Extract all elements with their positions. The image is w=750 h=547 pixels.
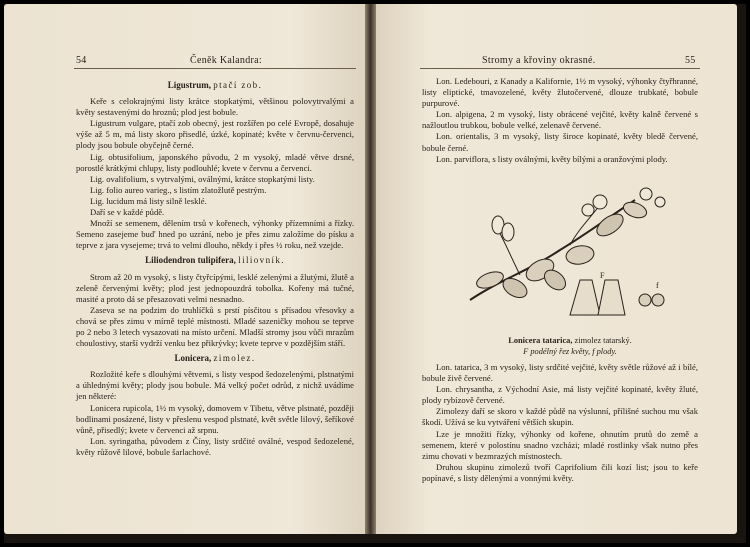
paragraph: Lig. folio aureo varieg., s listím zlatožlutě pestrým.: [90, 184, 267, 195]
right-page-body-bottom: [422, 362, 698, 484]
paragraph: Lonicera rupicola, 1½ m vysoký, domovem v Tibetu, větve plstnaté, později bodlinami posázené, listy v přeslenu vespod plstnaté, květ světle lilový, šeříkové vůně, přisedlý; kvete v červenci až srpnu.: [76, 402, 354, 435]
figure-label-F: F: [600, 271, 605, 280]
left-page-number: 54: [76, 55, 87, 66]
paragraph: Lze je množiti řízky, výhonky od kořene, ohnutím prutů do země a semenem, které v polostínu snadno vzcházi; mladé rostlinky však nutno přes zimu chovati v bezmrazých místnostech.: [422, 428, 698, 461]
paragraph: Rozložité keře s dlouhými větvemi, s listy vespod šedozelenými, plstnatými a úhlednými květy; plody jsou bobule. Má velký počet odrůd, z nichž uvádíme jen některé:: [76, 369, 354, 402]
paragraph: Lon. orientalis, 3 m vysoký, listy široce kopinaté, květy bledě červené, bobule černé.: [422, 131, 698, 153]
paragraph: Druhou skupinu zimolezů tvoří Caprifolium čili kozí list; jsou to keře popínavé, s listy dělenými a vonnými květy.: [422, 461, 698, 483]
paragraph: Lon. tatarica, 3 m vysoký, listy srdčité vejčité, květy světle růžové až i bílé, bobule živě červené.: [422, 362, 698, 384]
paragraph: Zimolezy daří se skoro v každé půdě na výslunní, přílišné suchou mu však škodí. Užívá se ku vytváření větších skupin.: [422, 406, 698, 428]
paragraph: Lig. ovalifolium, s vytrvalými, oválnými, krátce stopkatými listy.: [90, 173, 315, 184]
paragraph: Daří se v každé půdě.: [90, 207, 165, 218]
caption-title: Lonicera tatarica,: [508, 336, 573, 345]
right-header-rule: [420, 68, 700, 69]
lonicera-illustration: [460, 180, 680, 320]
book-gutter: [365, 4, 376, 534]
section-heading-liliodendron: Liliodendron tulipifera, liliovník.: [145, 255, 285, 266]
paragraph: Ligustrum vulgare, ptačí zob obecný, jest rozšířen po celé Evropě, dosahuje výše až 5 m, má listy skoro přisedlé, úzké, kopinaté; květe v červnu-červenci, plody jsou bobule obyčejně černé.: [76, 118, 354, 151]
left-header-rule: [74, 68, 356, 69]
paragraph: Lon. alpigena, 2 m vysoký, listy obrácené vejčité, květy kalně červené s nažloutlou trubkou, bobule velké, zelenavě červené.: [422, 109, 698, 131]
right-page-number: 55: [685, 55, 696, 66]
paragraph: Lon. syringatha, původem z Číny, listy srdčité oválné, vespod šedozelené, květy růžově lilové, bobule šarlachové.: [76, 435, 354, 457]
paragraph: Lon. parviflora, s listy oválnými, květy bílými a oranžovými plody.: [436, 153, 668, 164]
paragraph: Lig. obtusifolium, japonského původu, 2 m vysoký, mladé větve drsné, porostlé krátkými chlupy, listy podlouhlé; kvete v červnu a červenci.: [76, 151, 354, 173]
paragraph: Lon. Ledebouri, z Kanady a Kalifornie, 1½ m vysoký, výhonky čtyřhranné, listy eliptické, tmavozelené, květy žlutočervené, dlouze trubkaté, bobule purpurové.: [422, 76, 698, 109]
paragraph: Množí se semenem, dělením trsů v kořenech, výhonky přízemními a řízky. Semeno zasejeme buď hned po uzrání, nebo je přes zimu založíme do písku a teprve z jara vysejeme; trvá to velmi dlouho, někdy i přes ½ roku, než vzejde.: [76, 218, 354, 251]
left-running-header: Čeněk Kalandra:: [190, 55, 262, 66]
figure-label-f: f: [656, 281, 659, 290]
right-page-body-top: [422, 76, 698, 165]
right-running-header: Stromy a křoviny okrasné.: [482, 55, 596, 66]
section-heading-ligustrum: Ligustrum, ptačí zob.: [167, 80, 263, 90]
paragraph: Keře s celokrajnými listy krátce stopkatými, většinou polovytrvalými a květy sestavenými do hroznů; plod jest bobule.: [76, 96, 354, 118]
paragraph: Zaseva se na podzim do truhlíčků s prstí písčitou s přísadou vřesovky a chová se přes zimu v mírně teplé místnosti. Mladé sazeničky mohou se teprve po 2 nebo 3 letech vysazovati na místo určení. Mladší stromy jsou vůči mrazům choulostivy, starší vydrží venku bez přikrývky; kvete teprve v pozdějším stáří.: [76, 304, 354, 349]
paragraph: Strom až 20 m vysoký, s listy čtyřcípými, lesklé zelenými a žlutými, žlutě a zeleně červenými květy; plod jest jednopouzdrá tobolka. Kořeny má tučné, masité a proto dá se přesazovati velmi nesnadno.: [76, 271, 354, 304]
paragraph: Lon. chrysantha, z Východní Asie, má listy vejčité kopinaté, květy žluté, plody rybízově červené.: [422, 384, 698, 406]
section-heading-lonicera: Lonicera, zimolez.: [174, 353, 256, 364]
caption-line2: F podélný řez květy, f plody.: [523, 347, 617, 356]
figure-caption: [440, 335, 700, 357]
left-page-body: [76, 76, 354, 458]
caption-subtitle: zimolez tatarský.: [574, 336, 632, 345]
paragraph: Lig. lucidum má listy silně lesklé.: [90, 195, 207, 206]
